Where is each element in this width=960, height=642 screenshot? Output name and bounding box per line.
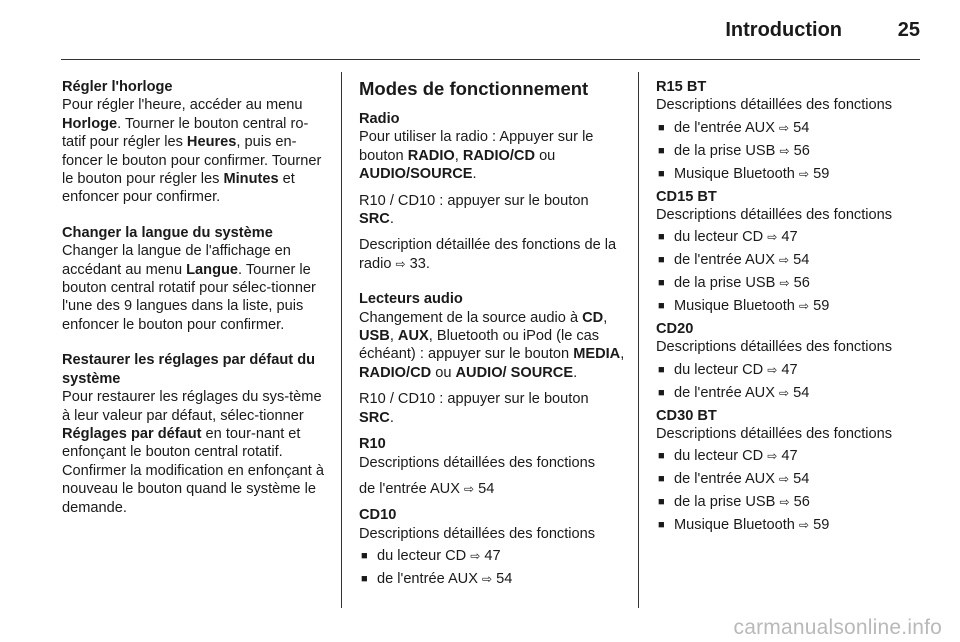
model-description: Descriptions détaillées des fonctions bbox=[656, 97, 893, 114]
page-reference-icon: ⇨ bbox=[798, 299, 810, 314]
feature-list bbox=[359, 547, 627, 588]
list-item: ■ du lecteur CD ⇨ 47 bbox=[359, 547, 627, 565]
page-reference[interactable]: 54 bbox=[793, 384, 810, 401]
model-description: Descriptions détaillées des fonctions bbox=[656, 339, 893, 356]
paragraph: Pour restaurer les réglages du sys-tème à leur valeur par défaut, sélec-tionner Réglages par défaut en tour-nant et enfonçant le bouton central rotatif. Confirmer la modification en enfonçant à nouveau le bouton quand le système le demande. bbox=[62, 389, 325, 516]
list-item: ■ de la prise USB ⇨ 56 bbox=[656, 142, 921, 160]
list-item: ■ Musique Bluetooth ⇨ 59 bbox=[656, 165, 921, 183]
page-reference[interactable]: 54 bbox=[478, 480, 495, 497]
list-item: ■ de l'entrée AUX ⇨ 54 bbox=[656, 251, 921, 269]
page-reference[interactable]: 54 bbox=[793, 119, 810, 136]
model-heading: CD10 bbox=[359, 507, 397, 524]
feature-list bbox=[656, 119, 921, 183]
paragraph: de l'entrée AUX ⇨ 54 bbox=[359, 480, 495, 497]
list-item: ■ de l'entrée AUX ⇨ 54 bbox=[656, 384, 921, 402]
feature-list bbox=[656, 447, 921, 534]
page-reference[interactable]: 47 bbox=[781, 448, 798, 465]
page-reference[interactable]: 47 bbox=[484, 548, 501, 565]
page-header bbox=[0, 0, 960, 60]
column-left bbox=[62, 78, 328, 517]
feature-list bbox=[656, 361, 921, 402]
column-middle bbox=[359, 78, 627, 593]
model-heading: CD15 BT bbox=[656, 188, 717, 205]
paragraph: R10 / CD10 : appuyer sur le bouton SRC. bbox=[359, 192, 589, 228]
list-item: ■ de l'entrée AUX ⇨ 54 bbox=[656, 119, 921, 137]
section-heading: Lecteurs audio bbox=[359, 291, 463, 308]
page-reference-icon: ⇨ bbox=[464, 481, 475, 496]
model-heading: R10 bbox=[359, 436, 386, 453]
page-reference-icon: ⇨ bbox=[798, 166, 810, 181]
column-right bbox=[656, 78, 921, 539]
list-item: ■ Musique Bluetooth ⇨ 59 bbox=[656, 516, 921, 534]
column-divider bbox=[341, 72, 342, 608]
page-reference-icon: ⇨ bbox=[767, 449, 778, 464]
page-reference-icon: ⇨ bbox=[767, 362, 778, 377]
model-description: Descriptions détaillées des fonctions bbox=[656, 426, 893, 442]
paragraph: Changer la langue de l'affichage en accédant au menu Langue. Tourner le bouton central rotatif pour sélec-tionner l'une des 9 langues dans la liste, puis enfoncer le bouton pour confirmer. bbox=[62, 243, 316, 333]
paragraph: Description détaillée des fonctions de la radio ⇨ 33. bbox=[359, 237, 617, 272]
list-item: ■ de l'entrée AUX ⇨ 54 bbox=[359, 570, 627, 588]
page-reference[interactable]: 54 bbox=[496, 571, 513, 588]
page-reference[interactable]: 54 bbox=[793, 252, 810, 269]
page-reference-icon: ⇨ bbox=[779, 385, 790, 400]
page-reference[interactable]: 56 bbox=[793, 494, 810, 511]
section-heading: Restaurer les réglages par défaut du système bbox=[62, 352, 316, 387]
list-item: ■ de la prise USB ⇨ 56 bbox=[656, 493, 921, 511]
column-divider bbox=[638, 72, 639, 608]
page-reference[interactable]: 59 bbox=[813, 165, 830, 182]
page-reference[interactable]: 59 bbox=[813, 517, 830, 534]
page-reference-icon: ⇨ bbox=[779, 120, 790, 135]
page-reference[interactable]: 56 bbox=[793, 142, 810, 159]
page-reference-icon: ⇨ bbox=[395, 256, 406, 271]
feature-list bbox=[656, 228, 921, 315]
page-reference[interactable]: 54 bbox=[793, 471, 810, 488]
list-item: ■ du lecteur CD ⇨ 47 bbox=[656, 447, 921, 465]
section-heading: Radio bbox=[359, 111, 400, 127]
watermark: carmanualsonline.info bbox=[733, 616, 942, 639]
page-reference[interactable]: 59 bbox=[813, 298, 830, 315]
page-reference[interactable]: 47 bbox=[781, 229, 798, 246]
paragraph: R10 / CD10 : appuyer sur le bouton SRC. bbox=[359, 391, 589, 426]
list-item: ■ Musique Bluetooth ⇨ 59 bbox=[656, 297, 921, 315]
header-rule bbox=[61, 59, 920, 60]
list-item: ■ du lecteur CD ⇨ 47 bbox=[656, 228, 921, 246]
page-reference-icon: ⇨ bbox=[779, 276, 790, 291]
model-heading: R15 BT bbox=[656, 79, 707, 95]
page-reference-icon: ⇨ bbox=[779, 253, 790, 268]
paragraph: Pour régler l'heure, accéder au menu Horloge. Tourner le bouton central ro-tatif pour régler les Heures, puis en-foncer le bouton pour confirmer. Tourner le bouton pour régler les Minutes et enfoncer pour confirmer. bbox=[62, 97, 322, 206]
paragraph: Pour utiliser la radio : Appuyer sur le bouton RADIO, RADIO/CD ou AUDIO/SOURCE. bbox=[359, 129, 594, 183]
model-description: Descriptions détaillées des fonctions bbox=[359, 525, 596, 542]
page-reference[interactable]: 47 bbox=[781, 361, 798, 378]
page-reference[interactable]: 33. bbox=[409, 255, 430, 272]
list-item: ■ de la prise USB ⇨ 56 bbox=[656, 274, 921, 292]
list-item: ■ du lecteur CD ⇨ 47 bbox=[656, 361, 921, 379]
section-heading: Régler l'horloge bbox=[62, 79, 173, 95]
page-number: 25 bbox=[897, 19, 920, 41]
page-reference-icon: ⇨ bbox=[798, 518, 810, 533]
model-heading: CD20 bbox=[656, 320, 694, 337]
model-heading: CD30 BT bbox=[656, 407, 717, 424]
page-reference-icon: ⇨ bbox=[779, 472, 790, 487]
model-description: Descriptions détaillées des fonctions bbox=[359, 454, 596, 471]
page-reference-icon: ⇨ bbox=[779, 143, 790, 158]
page-reference-icon: ⇨ bbox=[482, 572, 493, 587]
page-reference-icon: ⇨ bbox=[779, 495, 790, 510]
chapter-heading: Modes de fonctionnement bbox=[359, 78, 589, 99]
paragraph: Changement de la source audio à CD, USB, AUX, Bluetooth ou iPod (le cas échéant) : appuyer sur le bouton MEDIA, RADIO/CD ou AUDIO/ SOURCE. bbox=[359, 309, 625, 381]
page-reference[interactable]: 56 bbox=[793, 275, 810, 292]
page-title: Introduction bbox=[725, 19, 842, 41]
page-reference-icon: ⇨ bbox=[767, 230, 778, 245]
section-heading: Changer la langue du système bbox=[62, 224, 273, 241]
model-description: Descriptions détaillées des fonctions bbox=[656, 206, 893, 223]
page-reference-icon: ⇨ bbox=[470, 549, 481, 564]
list-item: ■ de l'entrée AUX ⇨ 54 bbox=[656, 470, 921, 488]
